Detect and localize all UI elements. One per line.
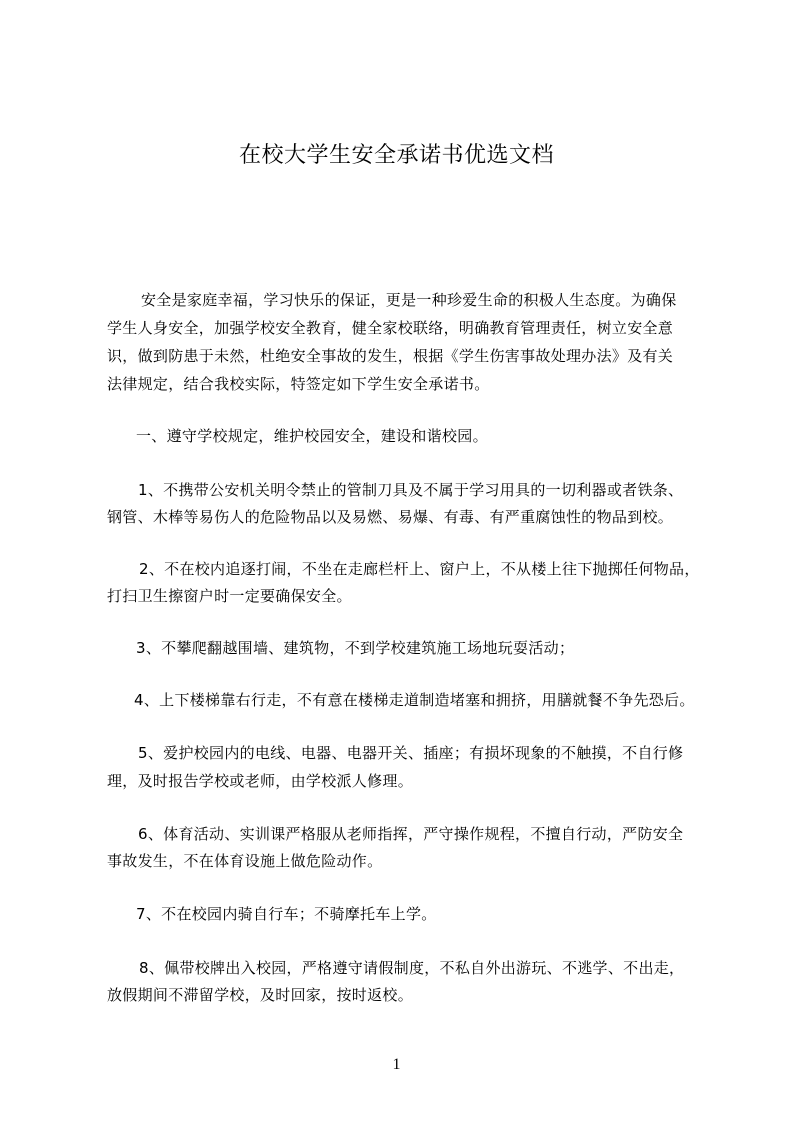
rule-line: 事故发生，不在体育设施上做危险动作。 <box>107 852 383 870</box>
page-number: 1 <box>392 1056 401 1073</box>
intro-line: 法律规定，结合我校实际，特签定如下学生安全承诺书。 <box>107 375 490 393</box>
rule-line: 7、不在校园内骑自行车；不骑摩托车上学。 <box>136 905 437 923</box>
rule-line: 4、上下楼梯靠右行走，不有意在楼梯走道制造堵塞和拥挤，用膳就餐不争先恐后。 <box>134 691 695 709</box>
intro-line: 识，做到防患于未然，杜绝安全事故的发生，根据《学生伤害事故处理办法》及有关 <box>107 347 674 365</box>
rule-line: 1、不携带公安机关明令禁止的管制刀具及不属于学习用具的一切利器或者铁条、 <box>138 481 684 499</box>
rule-line: 理，及时报告学校或老师，由学校派人修理。 <box>107 772 414 790</box>
rule-line: 8、佩带校牌出入校园，严格遵守请假制度，不私自外出游玩、不逃学、不出走， <box>139 959 685 977</box>
intro-line: 学生人身安全，加强学校安全教育，健全家校联络，明确教育管理责任，树立安全意 <box>107 319 674 337</box>
section-heading: 一、遵守学校规定，维护校园安全，建设和谐校园。 <box>136 427 488 445</box>
rule-line: 5、爱护校园内的电线、电器、电器开关、插座；有损坏现象的不触摸，不自行修 <box>138 744 684 762</box>
intro-line: 安全是家庭幸福，学习快乐的保证，更是一种珍爱生命的积极人生态度。为确保 <box>141 291 677 309</box>
rule-line: 打扫卫生擦窗户时一定要确保安全。 <box>107 587 352 605</box>
rule-line: 钢管、木棒等易伤人的危险物品以及易燃、易爆、有毒、有严重腐蚀性的物品到校。 <box>107 508 674 526</box>
rule-line: 放假期间不滞留学校，及时回家，按时返校。 <box>107 986 414 1004</box>
page-title: 在校大学生安全承诺书优选文档 <box>238 143 554 168</box>
rule-line: 2、不在校内追逐打闹，不坐在走廊栏杆上、窗户上，不从楼上往下抛掷任何物品， <box>139 560 700 578</box>
rule-line: 3、不攀爬翻越围墙、建筑物，不到学校建筑施工场地玩耍活动； <box>136 639 575 657</box>
rule-line: 6、体育活动、实训课严格服从老师指挥，严守操作规程，不擅自行动，严防安全 <box>138 825 684 843</box>
